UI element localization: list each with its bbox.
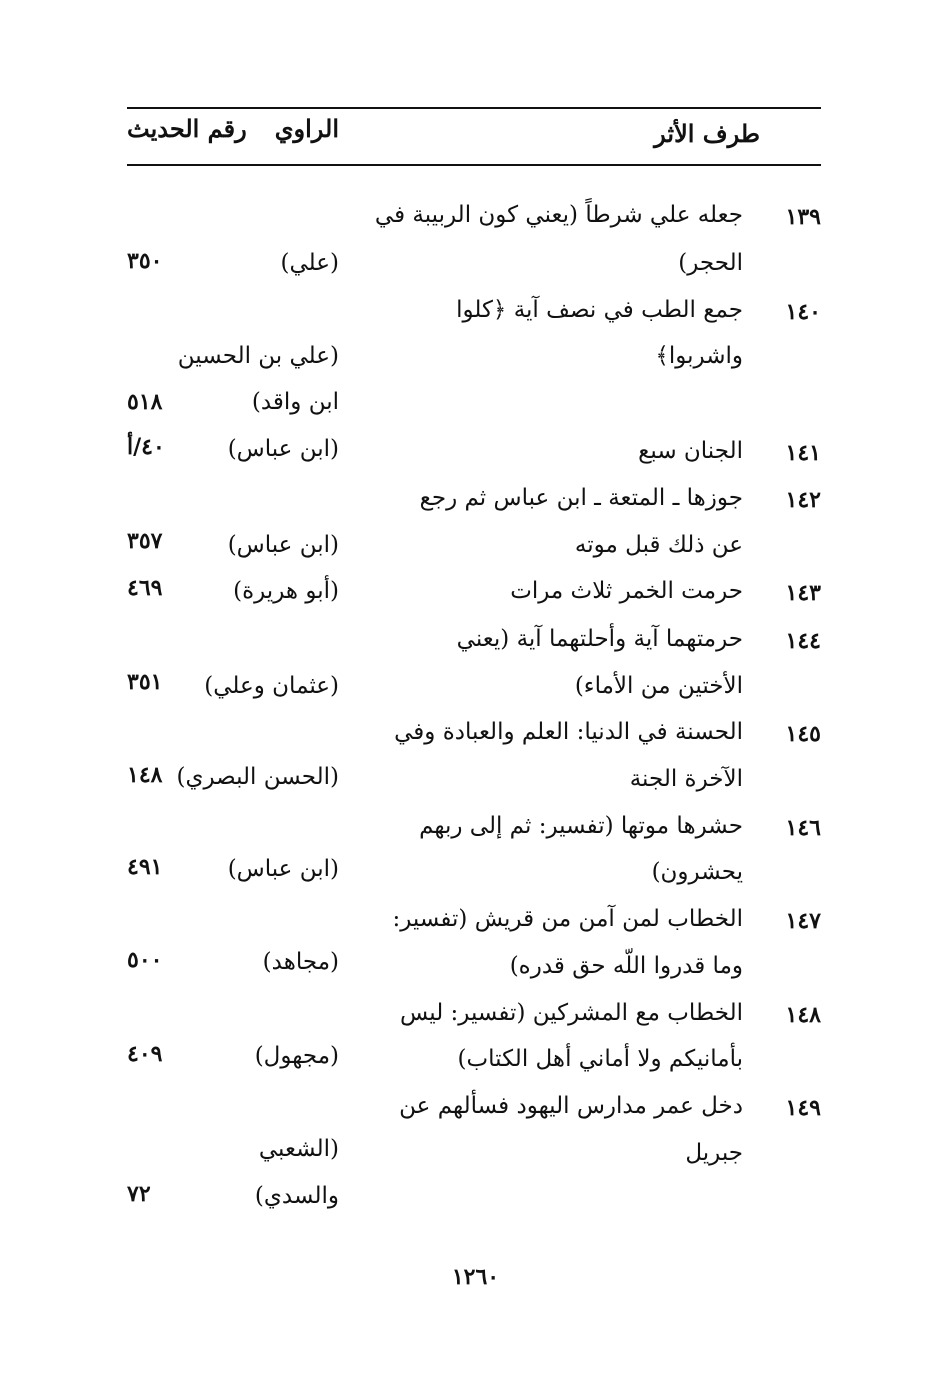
entry-rawi: (ابن عباس) <box>227 436 339 462</box>
entry-rawi: (علي بن الحسين <box>177 343 339 369</box>
entry-rawi: (علي) <box>280 250 339 276</box>
entry-number: ١٣٩ <box>785 204 821 230</box>
entry-hadith-number: ٣٥١ <box>127 669 163 695</box>
entry-rawi: (أبو هريرة) <box>233 578 339 604</box>
entry-text-line: عن ذلك قبل موته <box>574 532 743 558</box>
page-number: ١٢٦٠ <box>451 1264 500 1290</box>
entry-rawi: (ابن عباس) <box>227 532 339 558</box>
column-header-rawi: الراوي <box>274 114 339 143</box>
entry-number: ١٤٠ <box>785 299 821 325</box>
entry-hadith-number: ٤٩١ <box>127 854 163 880</box>
entry-rawi: (مجهول) <box>254 1043 339 1069</box>
entry-rawi: (ابن عباس) <box>227 856 339 882</box>
entry-text-line: جمع الطب في نصف آية ﴿كلوا <box>456 297 743 323</box>
entry-text-line: الجنان سبع <box>638 438 743 464</box>
entry-rawi: والسدي) <box>254 1183 339 1209</box>
column-header-athar: طرف الأثر <box>654 119 760 148</box>
entry-hadith-number: ٧٢ <box>127 1181 151 1207</box>
entry-text-line: الحجر) <box>678 250 743 276</box>
entry-text-line: وما قدروا اللّه حق قدره) <box>509 953 743 979</box>
entry-text-line: جوزها ـ المتعة ـ ابن عباس ثم رجع <box>419 485 743 511</box>
entry-hadith-number: ٣٥٠ <box>127 248 163 274</box>
entry-number: ١٤٥ <box>785 721 821 747</box>
entry-text-line: حرمت الخمر ثلاث مرات <box>510 578 743 604</box>
entry-number: ١٤٧ <box>785 908 821 934</box>
entry-text-line: واشربوا﴾ <box>655 343 743 369</box>
entry-hadith-number: ٣٥٧ <box>127 528 163 554</box>
entry-number: ١٤٦ <box>785 815 821 841</box>
entry-hadith-number: ٤٦٩ <box>127 575 163 601</box>
entry-hadith-number: ١٤٨ <box>127 762 163 788</box>
entry-rawi: (مجاهد) <box>262 949 339 975</box>
entry-rawi: (الشعبي <box>258 1136 339 1162</box>
column-header-hadith-number: رقم الحديث <box>127 114 247 143</box>
entry-text-line: الآخرة الجنة <box>629 766 743 792</box>
entry-text-line: دخل عمر مدارس اليهود فسألهم عن <box>399 1093 743 1119</box>
header-bottom-rule <box>127 164 821 166</box>
entry-number: ١٤٣ <box>785 580 821 606</box>
entry-text-line: بأمانيكم ولا أماني أهل الكتاب) <box>457 1046 743 1072</box>
entry-rawi: ابن واقد) <box>251 389 339 415</box>
entry-text-line: حشرها موتها (تفسير: ثم إلى ربهم <box>419 813 743 839</box>
entry-hadith-number: ٥٠٠ <box>127 947 163 973</box>
entry-rawi: (الحسن البصري) <box>176 764 339 790</box>
entry-text-line: جبريل <box>685 1140 743 1166</box>
entry-hadith-number: ٤٠٩ <box>127 1041 163 1067</box>
entry-text-line: يحشرون) <box>651 859 743 885</box>
entry-text-line: حرمتهما آية وأحلتهما آية (يعني <box>456 626 743 652</box>
entry-text-line: جعله علي شرطاً (يعني كون الربيبة في <box>374 202 743 228</box>
entry-text-line: الأختين من الأماء) <box>574 673 743 699</box>
entry-hadith-number: ٤٠/أ <box>127 434 165 460</box>
entry-number: ١٤٤ <box>785 628 821 654</box>
entry-rawi: (عثمان وعلي) <box>204 673 339 699</box>
entry-text-line: الحسنة في الدنيا: العلم والعبادة وفي <box>394 719 743 745</box>
header-top-rule <box>127 107 821 109</box>
entry-hadith-number: ٥١٨ <box>127 389 163 415</box>
entry-text-line: الخطاب مع المشركين (تفسير: ليس <box>399 1000 743 1026</box>
entry-number: ١٤٢ <box>785 487 821 513</box>
entry-number: ١٤٨ <box>785 1002 821 1028</box>
entry-number: ١٤١ <box>785 440 821 466</box>
entry-number: ١٤٩ <box>785 1095 821 1121</box>
entry-text-line: الخطاب لمن آمن من قريش (تفسير: <box>392 906 743 932</box>
